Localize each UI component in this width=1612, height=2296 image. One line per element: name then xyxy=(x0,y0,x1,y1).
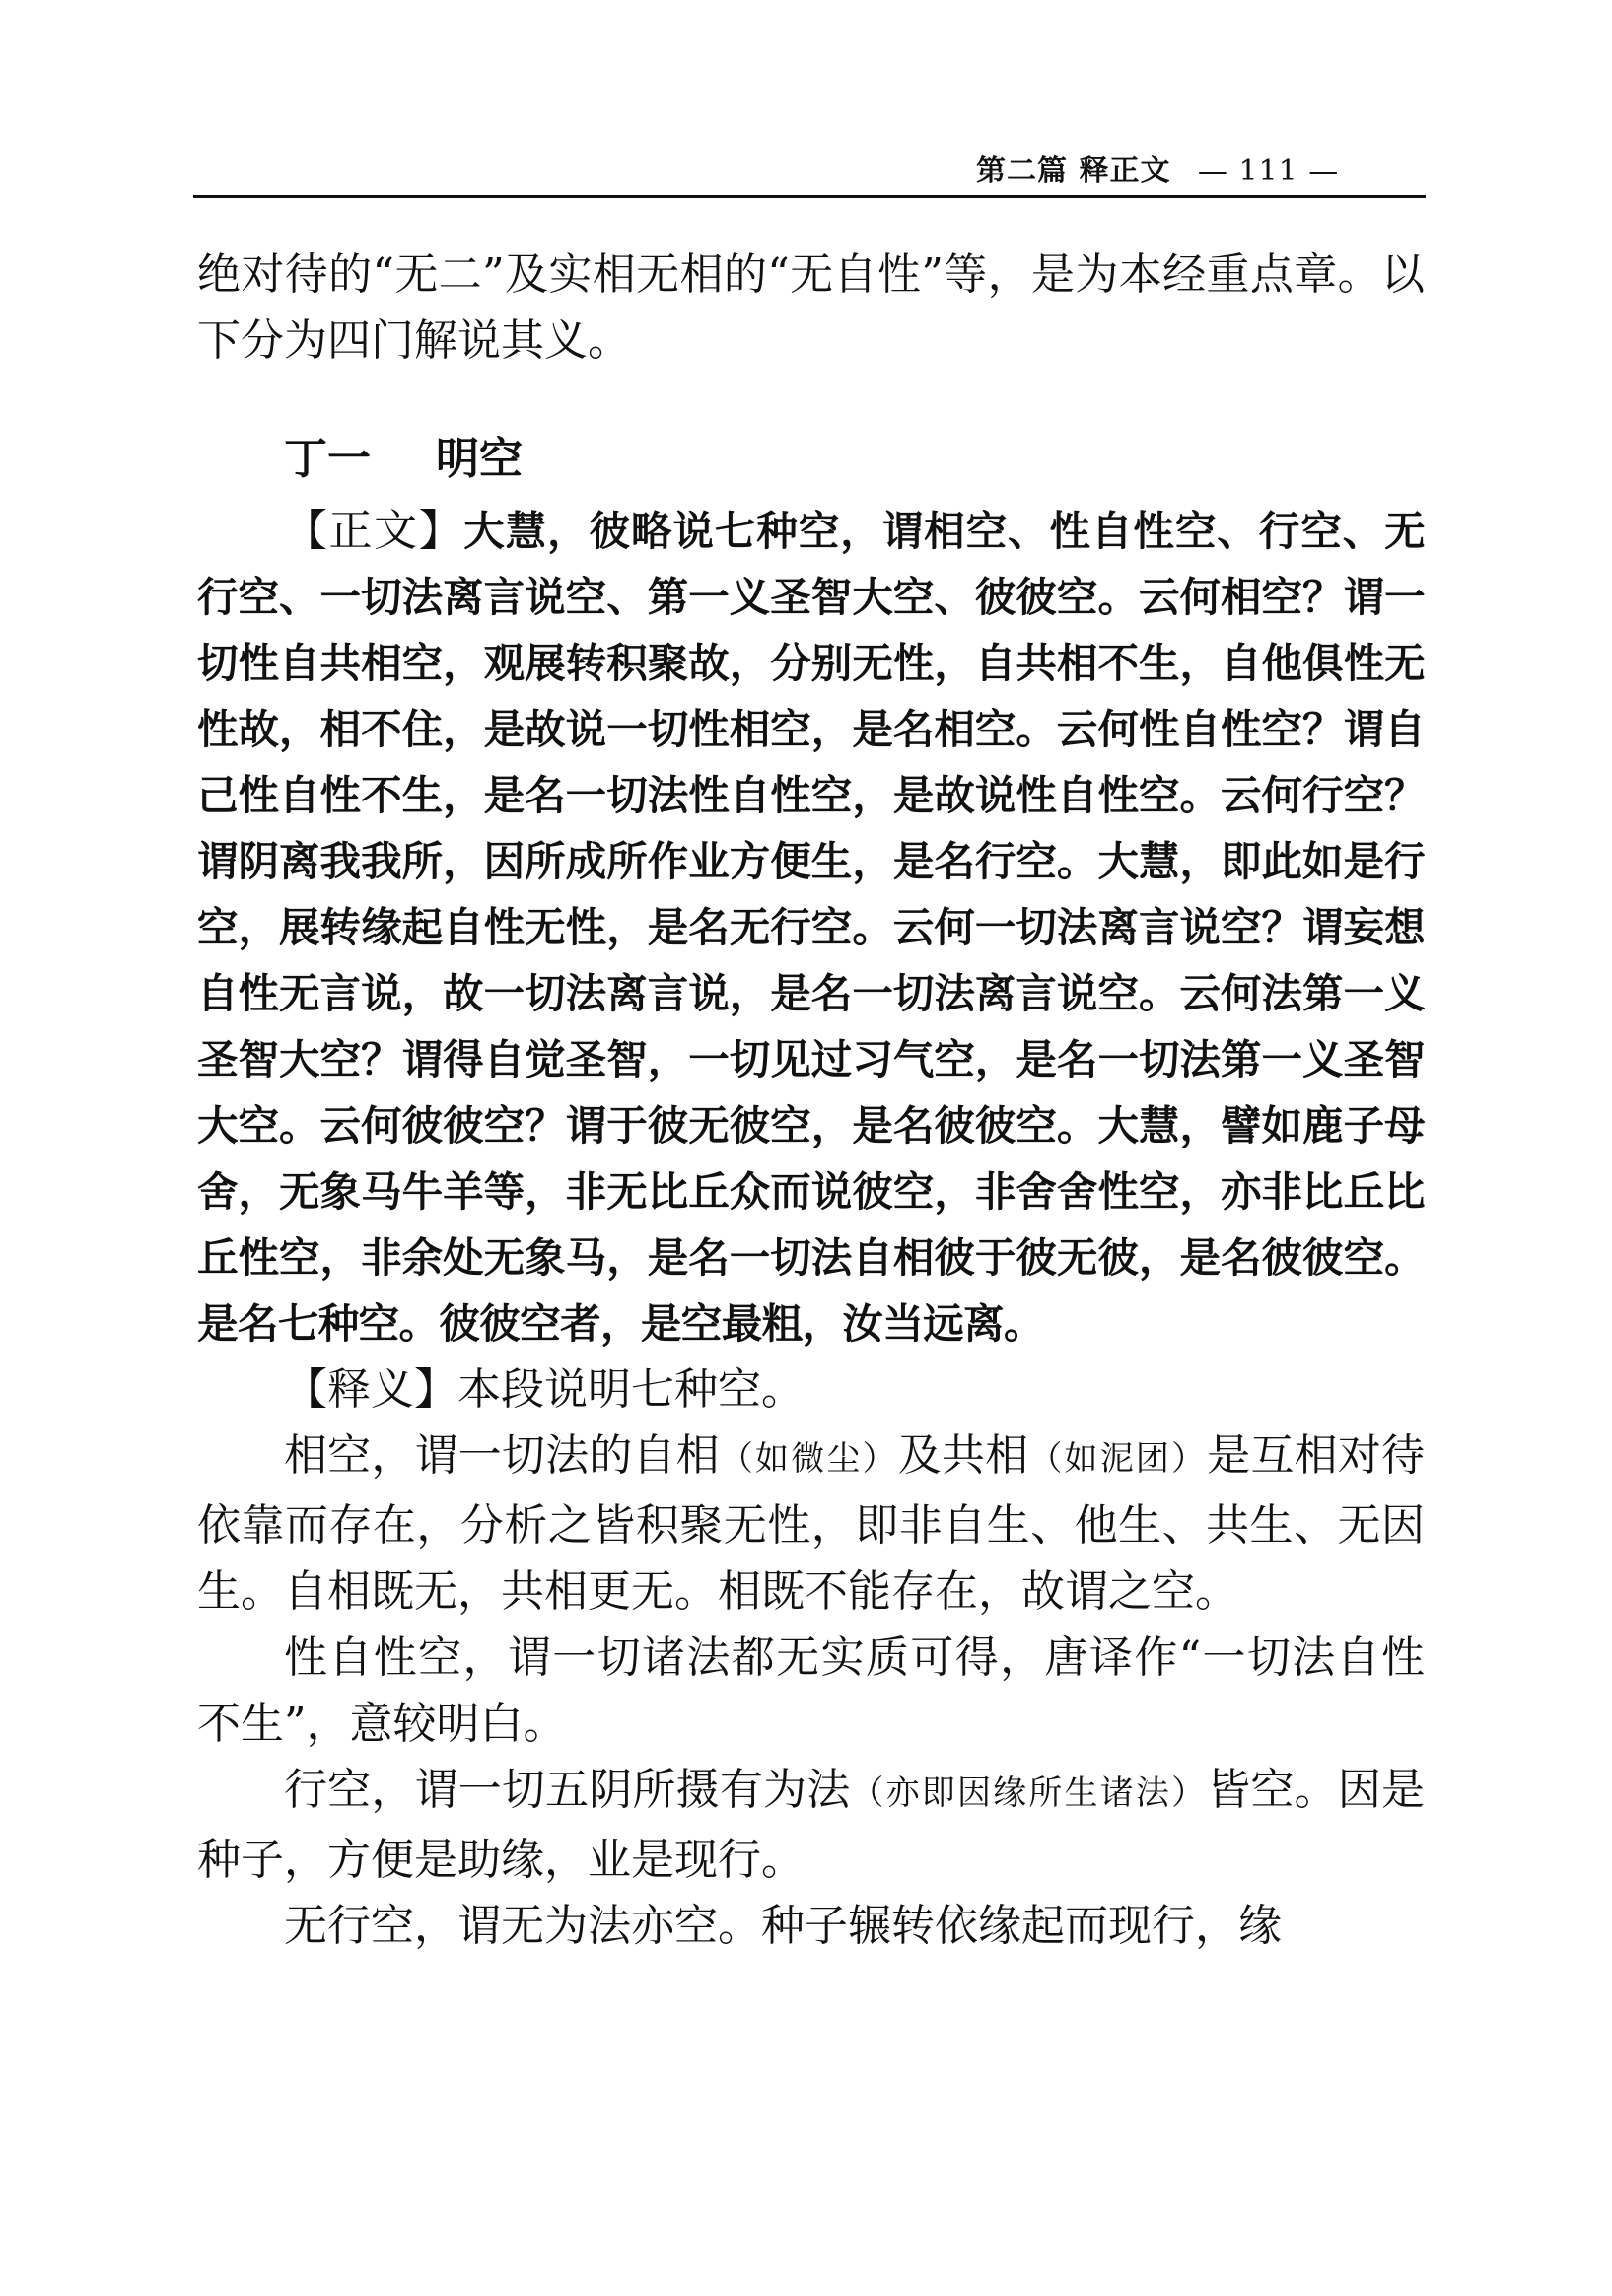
heading-title: 明空 xyxy=(436,434,523,484)
inline-note: （如泥团） xyxy=(1028,1439,1208,1479)
paragraph-intro: 绝对待的“无二”及实相无相的“无自性”等，是为本经重点章。以下分为四门解说其义。 xyxy=(197,249,1425,366)
paragraph-xing-kong xyxy=(197,1757,1425,1893)
text-span: 皆空。因是种子，方便是助缘，业是现行。 xyxy=(197,1765,1426,1885)
text-span: 相空，谓一切法的自相 xyxy=(284,1430,720,1481)
sutra-paragraph xyxy=(197,498,1425,1357)
inline-note: （亦即因缘所生诸法） xyxy=(850,1774,1208,1813)
explain-tag: 【释义】 xyxy=(284,1364,457,1415)
text-span: 是互相对待依靠而存在，分析之皆积聚无性，即非自生、他生、共生、无因生。自相既无，共相更无。相既不能存在，故谓之空。 xyxy=(197,1430,1426,1617)
text-span: 行空，谓一切五阴所摄有为法 xyxy=(284,1765,851,1815)
section-heading xyxy=(197,426,1425,492)
inline-note: （如微尘） xyxy=(719,1439,898,1479)
running-header xyxy=(976,146,1420,189)
page-body xyxy=(197,242,1425,1959)
sutra-tag: 【正文】 xyxy=(284,506,464,556)
paragraph-wu-xing-kong: 无行空，谓无为法亦空。种子辗转依缘起而现行，缘 xyxy=(284,1901,1282,1951)
heading-number: 丁一 xyxy=(284,434,371,484)
text-span: 及共相 xyxy=(897,1430,1029,1481)
header-chapter: 第二篇 xyxy=(976,154,1068,188)
sutra-text: 大慧，彼略说七种空，谓相空、性自性空、行空、无行空、一切法离言说空、第一义圣智大空、彼彼空。云何相空？谓一切性自共相空，观展转积聚故，分别无性，自共相不生，自他俱性无性故，相不住，是故说一切性相空，是名相空。云何性自性空？谓自己性自性不生，是名一切法性自性空，是故说性自性空。云何行空？谓阴离我我所，因所成所作业方便生，是名行空。大慧，即此如是行空，展转缘起自性无性，是名无行空。云何一切法离言说空？谓妄想自性无言说，故一切法离言说，是名一切法离言说空。云何法第一义圣智大空？谓得自觉圣智，一切见过习气空，是名一切法第一义圣智大空。云何彼彼空？谓于彼无彼空，是名彼彼空。大慧，譬如鹿子母舍，无象马牛羊等，非无比丘众而说彼空，非舍舍性空，亦非比丘比丘性空，非余处无象马，是名一切法自相彼于彼无彼，是名彼彼空。是名七种空。彼彼空者，是空最粗，汝当远离。 xyxy=(197,507,1426,1348)
explain-paragraph xyxy=(197,1357,1425,1423)
header-page-number: — 111 — xyxy=(1197,154,1340,188)
explain-text: 本段说明七种空。 xyxy=(457,1364,805,1415)
header-rule xyxy=(193,195,1426,198)
paragraph-xing-zixing-kong: 性自性空，谓一切诸法都无实质可得，唐译作“一切法自性不生”，意较明白。 xyxy=(197,1633,1425,1749)
paragraph-xiang-kong xyxy=(197,1423,1425,1625)
header-section: 释正文 xyxy=(1079,154,1171,188)
